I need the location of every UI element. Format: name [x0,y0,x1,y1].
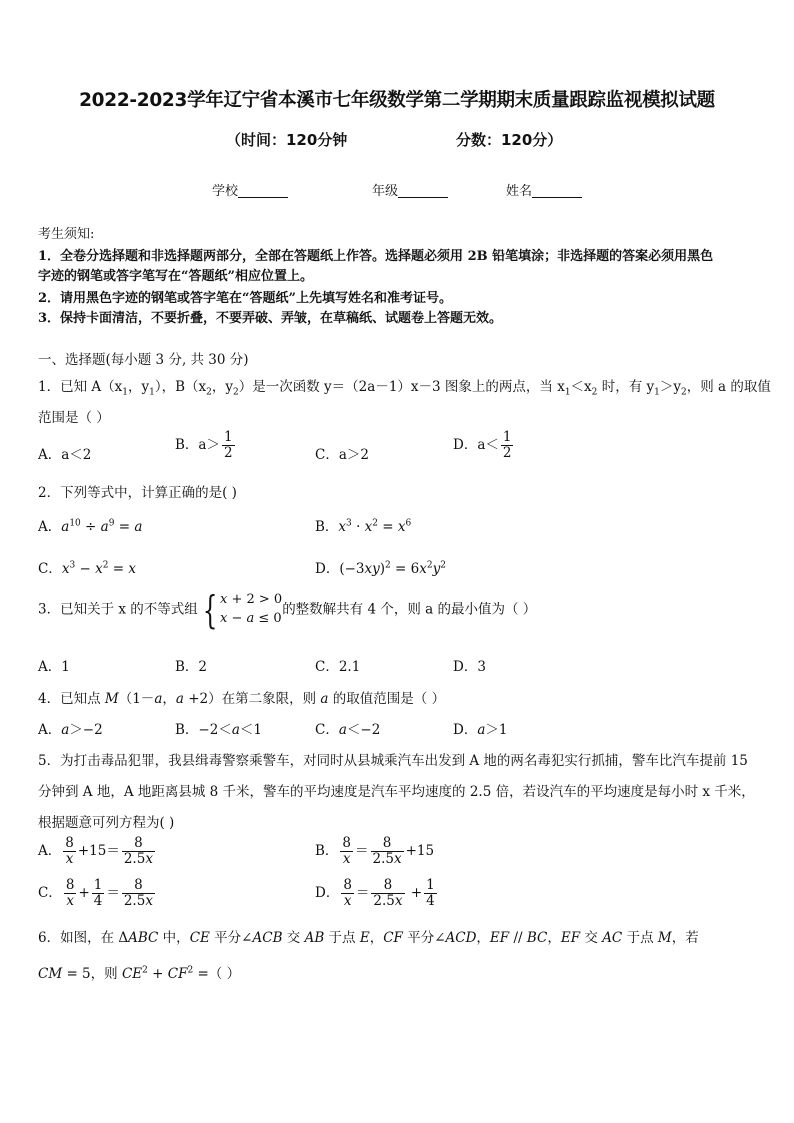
question-3-stem-b: 的整数解共有 4 个，则 a 的最小值为（ ） [282,601,537,618]
notice-item-1-cont: 字迹的钢笔或答字笔写在“答题纸”相应位置上。 [38,269,313,284]
question-5-option-a[interactable]: A． $\frac{8}{x}$ +15＝ $\frac{8}{2.5x}$ [38,835,153,867]
question-5-option-b[interactable]: B． $\frac{8}{x}$ ＝ $\frac{8}{2.5x}$ +15 [315,835,435,867]
school-field[interactable] [212,180,288,199]
name-field[interactable] [506,180,582,199]
question-4-option-d[interactable]: D．a＞1 [453,722,508,738]
page-title: 2022-2023学年辽宁省本溪市七年级数学第二学期期末质量跟踪监视模拟试题 [79,90,715,111]
question-5-option-d[interactable]: D． $\frac{8}{x}$ ＝ $\frac{8}{2.5x}$ + $\frac{1}{4}$ [315,877,435,909]
question-2-option-b[interactable]: B．$x^3 \cdot x^2 = x^6$ [315,518,412,535]
notice-item-1: 1．全卷分选择题和非选择题两部分，全部在答题纸上作答。选择题必须用 2B 铅笔填涂；非选择题的答案必须用黑色 [38,249,714,264]
exam-score: 分数：120分） [456,131,563,149]
question-2-option-a[interactable]: A．$a^{10} \div a^9 = a$ [38,518,143,535]
question-4-option-c[interactable]: C．a＜−2 [315,722,381,738]
question-4-stem: 4．已知点 M（1－a，a +2）在第二象限，则 a 的取值范围是（ ） [38,691,446,707]
notice-item-2: 2．请用黑色字迹的钢笔或答字笔在“答题纸”上先填写姓名和准考证号。 [38,291,453,306]
question-1-option-c[interactable]: C．a＞2 [315,447,369,463]
notice-heading: 考生须知: [38,227,95,242]
question-6-stem-cont: CM = 5，则 $CE^2 + CF^2$ =（ ） [38,965,241,982]
question-1-option-d[interactable]: D．a＜ $\frac{1}{2}$ [453,429,512,461]
question-5-option-c[interactable]: C． $\frac{8}{x}$ + $\frac{1}{4}$ ＝ $\frac{8}{2.5x}$ [38,877,153,909]
exam-time: （时间：120分钟 [226,131,348,149]
question-2-option-c[interactable]: C．$x^3 - x^2 = x$ [38,560,136,577]
name-blank[interactable] [532,183,582,198]
school-blank[interactable] [238,183,288,198]
question-3-option-d[interactable]: D．3 [453,659,486,675]
question-3-option-c[interactable]: C．2.1 [315,659,361,675]
question-5-stem-cont-2: 根据题意可列方程为( ) [38,815,175,831]
inequality-system: x + 2 > 0 x − a ≤ 0 [219,592,283,626]
name-label: 姓名 [506,184,533,199]
notice-item-3: 3．保持卡面清洁，不要折叠，不要弄破、弄皱，在草稿纸、试题卷上答题无效。 [38,311,503,326]
question-2-stem: 2．下列等式中，计算正确的是( ) [38,485,237,501]
question-2-option-d[interactable]: D．$(-3xy)^2 = 6x^2y^2$ [315,560,446,577]
question-3-stem [38,588,537,632]
question-1-stem-cont: 范围是（ ） [38,410,110,426]
grade-field[interactable] [372,180,448,199]
question-3-stem-a: 3．已知关于 x 的不等式组 [38,601,198,618]
question-1-stem: 1．已知 $A(x_1$，$y_1$），$B(x_2$，$y_2$）是一次函数 y＝（2a－1）x－3 图象上的两点，当 $x_1<x_2$ 时，有 $y_1>y_2$，则 a 的取值 [38,379,771,398]
question-5-stem: 5．为打击毒品犯罪，我县缉毒警察乘警车，对同时从县城乘汽车出发到 A 地的两名毒犯实行抓捕，警车比汽车提前 15 [38,753,748,769]
question-5-stem-cont: 分钟到 A 地，A 地距离县城 8 千米，警车的平均速度是汽车平均速度的 2.5 倍，若设汽车的平均速度是每小时 x 千米， [38,784,755,800]
grade-label: 年级 [372,184,399,199]
question-1-option-b[interactable]: B．a＞ $\frac{1}{2}$ [175,429,233,461]
question-4-option-b[interactable]: B．−2＜a＜1 [175,722,262,738]
grade-blank[interactable] [398,183,448,198]
school-label: 学校 [212,184,239,199]
question-3-option-b[interactable]: B．2 [175,659,208,675]
brace-icon: { [202,588,218,632]
question-6-stem: 6．如图，在 ΔABC 中，CE 平分∠ACB 交 AB 于点 E，CF 平分∠ACD，EF // BC，EF 交 AC 于点 M，若 [38,930,699,946]
question-4-option-a[interactable]: A．a＞−2 [38,722,103,738]
section-heading: 一、选择题(每小题 3 分, 共 30 分) [38,352,249,368]
question-1-option-a[interactable]: A．a＜2 [38,447,92,463]
question-3-option-a[interactable]: A．1 [38,659,70,675]
